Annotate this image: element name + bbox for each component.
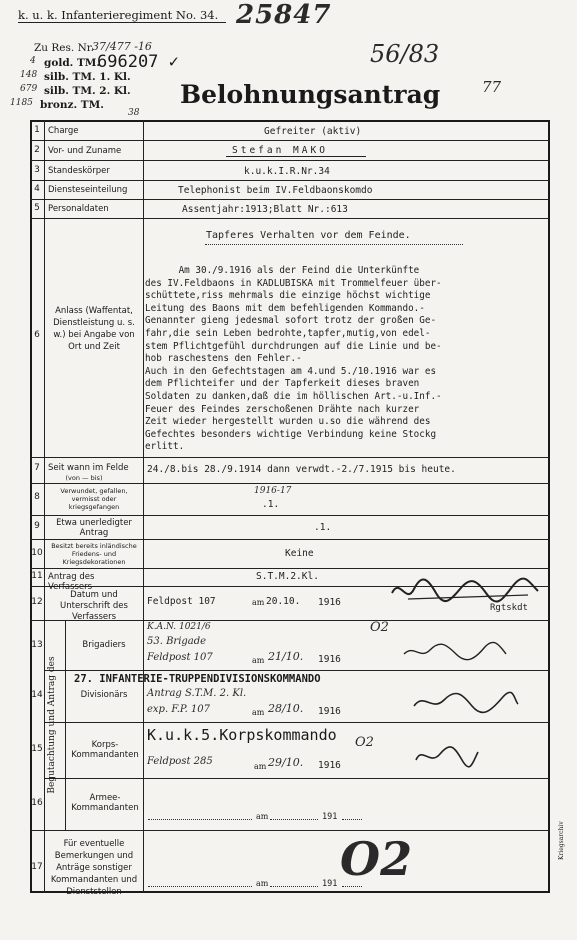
row-number: 7 <box>34 463 40 473</box>
label-personal-data: Personaldaten <box>48 204 109 214</box>
label-remarks: Für eventuelle Bemerkungen und Anträge sonstiger Kommandanten und Dienststellen <box>50 839 138 897</box>
brigade-line-2: 53. Brigade <box>147 636 207 647</box>
remarks-year: 191 <box>322 879 338 889</box>
value-feldpost: Feldpost 107 <box>147 596 216 607</box>
label-decorations: Besitzt bereits inländische Friedens- und Kriegsdekorationen <box>51 542 137 566</box>
number-stamp: 25847 <box>236 0 332 30</box>
row-number: 17 <box>31 862 43 872</box>
value-date: 20.10. <box>266 596 301 607</box>
corps-date: 29/10. <box>268 756 304 769</box>
side-label: Begutachtung und Antrag des <box>47 656 57 794</box>
row-number: 9 <box>34 521 40 531</box>
brigade-note: O2 <box>370 620 389 635</box>
value-name: Stefan MAKO <box>232 145 328 156</box>
label-assignment: Diensteseinteilung <box>48 185 128 195</box>
label-pending-request: Etwa unerledigter Antrag <box>56 518 132 538</box>
doc-number: 696207 ✓ <box>97 52 179 72</box>
brigade-signature <box>400 640 510 662</box>
am-label: am <box>252 598 265 607</box>
value-year: 1916 <box>318 597 341 608</box>
value-assignment: Telephonist beim IV.Feldbaonskomdo <box>178 185 373 196</box>
res-label: Zu Res. Nr. <box>34 42 94 54</box>
margin-note: 56/83 <box>370 40 440 68</box>
label-name: Vor- und Zuname <box>48 146 122 156</box>
award-form-page: k. u. k. Infanterieregiment No. 34. 25847 56/83 77 Zu Res. Nr. 37/477 -16 696207 ✓ 4 gold. TM. 148 silb. TM. 1. Kl. 679 silb. TM. 2. Kl. 1185 bronz. TM. 38 Belohnungsantrag 1 2 3 4 5 6 7 8 9 10 11 12 13 14 15 16 17 Charge Vor- und Zuname Standeskörper Diensteseinteilung Personaldaten Anlass (Waffentat, Dienstleistung u. s. w.) bei Angabe von Ort und Zeit Seit wann im Felde (von — bis) Verwundet, gefallen, vermisst oder kriegsgefangen Etwa unerledigter Antrag Besitzt bereits inländische Friedens- und Kriegsdekorationen Antrag des Verfassers Datum und Unterschrift des Verfassers Begutachtung und Antrag des Brigadiers Divisionärs Korps-Kommandanten Armee-Kommandanten Für eventuelle Bemerkungen und Anträge sonstiger Kommandanten und Dienststellen Gefreiter (aktiv) Stefan MAKO k.u.k.I.R.Nr.34 Telephonist beim IV.Feldbaonskomdo Assentjahr:1913;Blatt Nr.:613 Tapferes Verhalten vor dem Feinde. Am 30./9.1916 als der Feind die Unterkünfte des IV.Feldbaons in KADLUBISKA mit Trommelfeuer über- schüttete,riss mehrmals die einzige höchst wichtige Leitung des Baons mit dem befehligenden Kommando.- Genannter gieng jedesmal sofort trotz der großen Ge- fahr,die sein Leben bedrohte,tapfer,mutig,von edel- stem Pflichtgefühl durchdrungen auf die Linie und be- hob raschestens den Fehler.- Auch in den Gefechtstagen am 4.und 5./10.1916 war es dem Pflichteifer und der Tapferkeit dieses braven Soldaten zu danken,daß die im höllischen Art.-u.Inf.- Feuer des Feindes zerschoßenen Drähte nach kurzer Zeit wieder hergestellt wurden u.so die während des Gefechtes besonders wichtige Verbindung keine Stockg erlitt. 24./8.bis 28./9.1914 dann verwdt.-2./7.1915 bis heute. 1916-17 .1. .1. Keine S.T.M.2.Kl. Feldpost 107 am 20.10. 1916 Rgtskdt K.A.N. 1021/6 53. Brigade Feldpost 107 am 21/10. 1916 O2 27. INFANTERIE-TRUPPENDIVISIONSKOMMANDO Antrag S.T.M. 2. Kl. exp. F.P. 107 am 28/10. 1916 K.u.k.5.Korpskommando Feldpost 285 am 29/10. 1916 O2 am 191 am 191 O2 Kriegsarchiv <box>0 0 577 940</box>
row-number: 3 <box>34 165 40 175</box>
value-decorations: Keine <box>285 548 314 559</box>
division-date: 28/10. <box>268 702 304 715</box>
value-personal-data: Assentjahr:1913;Blatt Nr.:613 <box>182 204 348 215</box>
army-year: 191 <box>322 812 338 822</box>
label-brigadier: Brigadiers <box>82 640 126 650</box>
brigade-date: 21/10. <box>268 650 304 663</box>
label-charge: Charge <box>48 126 79 136</box>
label-corps-commander: Korps-Kommandanten <box>71 740 139 760</box>
row-number: 2 <box>34 145 40 155</box>
row-number: 8 <box>34 492 40 502</box>
brigade-line-3: Feldpost 107 <box>147 652 213 663</box>
corps-stamp: K.u.k.5.Korpskommando <box>147 726 337 744</box>
am-label: am <box>252 656 265 665</box>
value-charge: Gefreiter (aktiv) <box>264 126 362 137</box>
label-occasion: Anlass (Waffentat, Dienstleistung u. s. w.) bei Angabe von Ort und Zeit <box>53 306 135 352</box>
row-number: 5 <box>34 203 40 213</box>
row-number: 16 <box>31 798 43 808</box>
am-label: am <box>252 708 265 717</box>
label-date-signature: Datum und Unterschrift des Verfassers <box>60 590 128 622</box>
row-number: 6 <box>34 330 40 340</box>
big-mark-o2: O2 <box>340 832 413 886</box>
label-author-request: Antrag des Verfassers <box>48 572 95 592</box>
label-divisionaer: Divisionärs <box>80 690 128 700</box>
corps-line-1: Feldpost 285 <box>147 756 213 767</box>
form-title: Belohnungsantrag <box>180 80 441 109</box>
division-line-2: exp. F.P. 107 <box>147 704 211 715</box>
signature-graphic <box>388 575 543 605</box>
label-unit: Standeskörper <box>48 166 110 176</box>
label-from-to: (von — bis) <box>65 474 103 482</box>
row-number: 4 <box>34 184 40 194</box>
res-value: 37/477 -16 <box>92 40 152 53</box>
value-author-request: S.T.M.2.Kl. <box>256 571 319 582</box>
row-number: 1 <box>34 125 40 135</box>
corner-mark: 77 <box>482 78 502 96</box>
value-unit: k.u.k.I.R.Nr.34 <box>244 166 330 177</box>
row-number: 15 <box>31 744 43 754</box>
value-pending: .1. <box>314 522 332 533</box>
am-label: am <box>256 812 269 821</box>
row-number: 12 <box>31 597 43 607</box>
regiment-heading: k. u. k. Infanterieregiment No. 34. <box>18 8 219 22</box>
division-year: 1916 <box>318 706 341 717</box>
narrative-heading: Tapferes Verhalten vor dem Feinde. <box>206 230 411 241</box>
label-army-commander: Armee-Kommandanten <box>71 793 139 813</box>
am-label: am <box>254 762 267 771</box>
row-number: 11 <box>31 571 43 581</box>
corps-year: 1916 <box>318 760 341 771</box>
row-number: 10 <box>31 548 43 558</box>
narrative-text: Am 30./9.1916 als der Feind die Unterkünfte des IV.Feldbaons in KADLUBISKA mit Trommelfeuer über- schüttete,riss mehrmals die einzige höchst wichtige Leitung des Baons mit dem befehligenden Kommando.- Genannter gieng jedesmal sofort trotz der großen Ge- fahr,die sein Leben bedrohte,tapfer,mutig,von edel- stem Pflichtgefühl durchdrungen auf die Linie und be- hob raschestens den Fehler.- Auch in den Gefechtstagen am 4.und 5./10.1916 war es dem Pflichteifer und der Tapferkeit dieses braven Soldaten zu danken,daß die im höllischen Art.-u.Inf.- Feuer des Feindes zerschoßenen Drähte nach kurzer Zeit wieder hergestellt wurden u.so die während des Gefechtes besonders wichtige Verbindung keine Stockg erlitt. <box>145 265 442 453</box>
division-stamp: 27. INFANTERIE-TRUPPENDIVISIONSKOMMANDO <box>74 673 321 685</box>
corps-signature <box>412 742 482 770</box>
division-signature <box>410 690 520 714</box>
brigade-year: 1916 <box>318 654 341 665</box>
row-number: 13 <box>31 640 43 650</box>
label-in-field-since: Seit wann im Felde <box>48 463 129 473</box>
row-number: 14 <box>31 690 43 700</box>
value-wounded: .1. <box>262 499 280 510</box>
value-wounded-note: 1916-17 <box>254 486 292 496</box>
label-wounded: Verwundet, gefallen, vermisst oder kriegsgefangen <box>60 487 128 511</box>
signature-caption: Rgtskdt <box>490 603 528 613</box>
corps-note: O2 <box>355 735 374 750</box>
division-line-1: Antrag S.T.M. 2. Kl. <box>147 688 247 699</box>
archive-note: Kriegsarchiv <box>558 821 565 860</box>
am-label: am <box>256 879 269 888</box>
brigade-line-1: K.A.N. 1021/6 <box>147 622 211 632</box>
value-in-field-since: 24./8.bis 28./9.1914 dann verwdt.-2./7.1915 bis heute. <box>147 464 456 475</box>
